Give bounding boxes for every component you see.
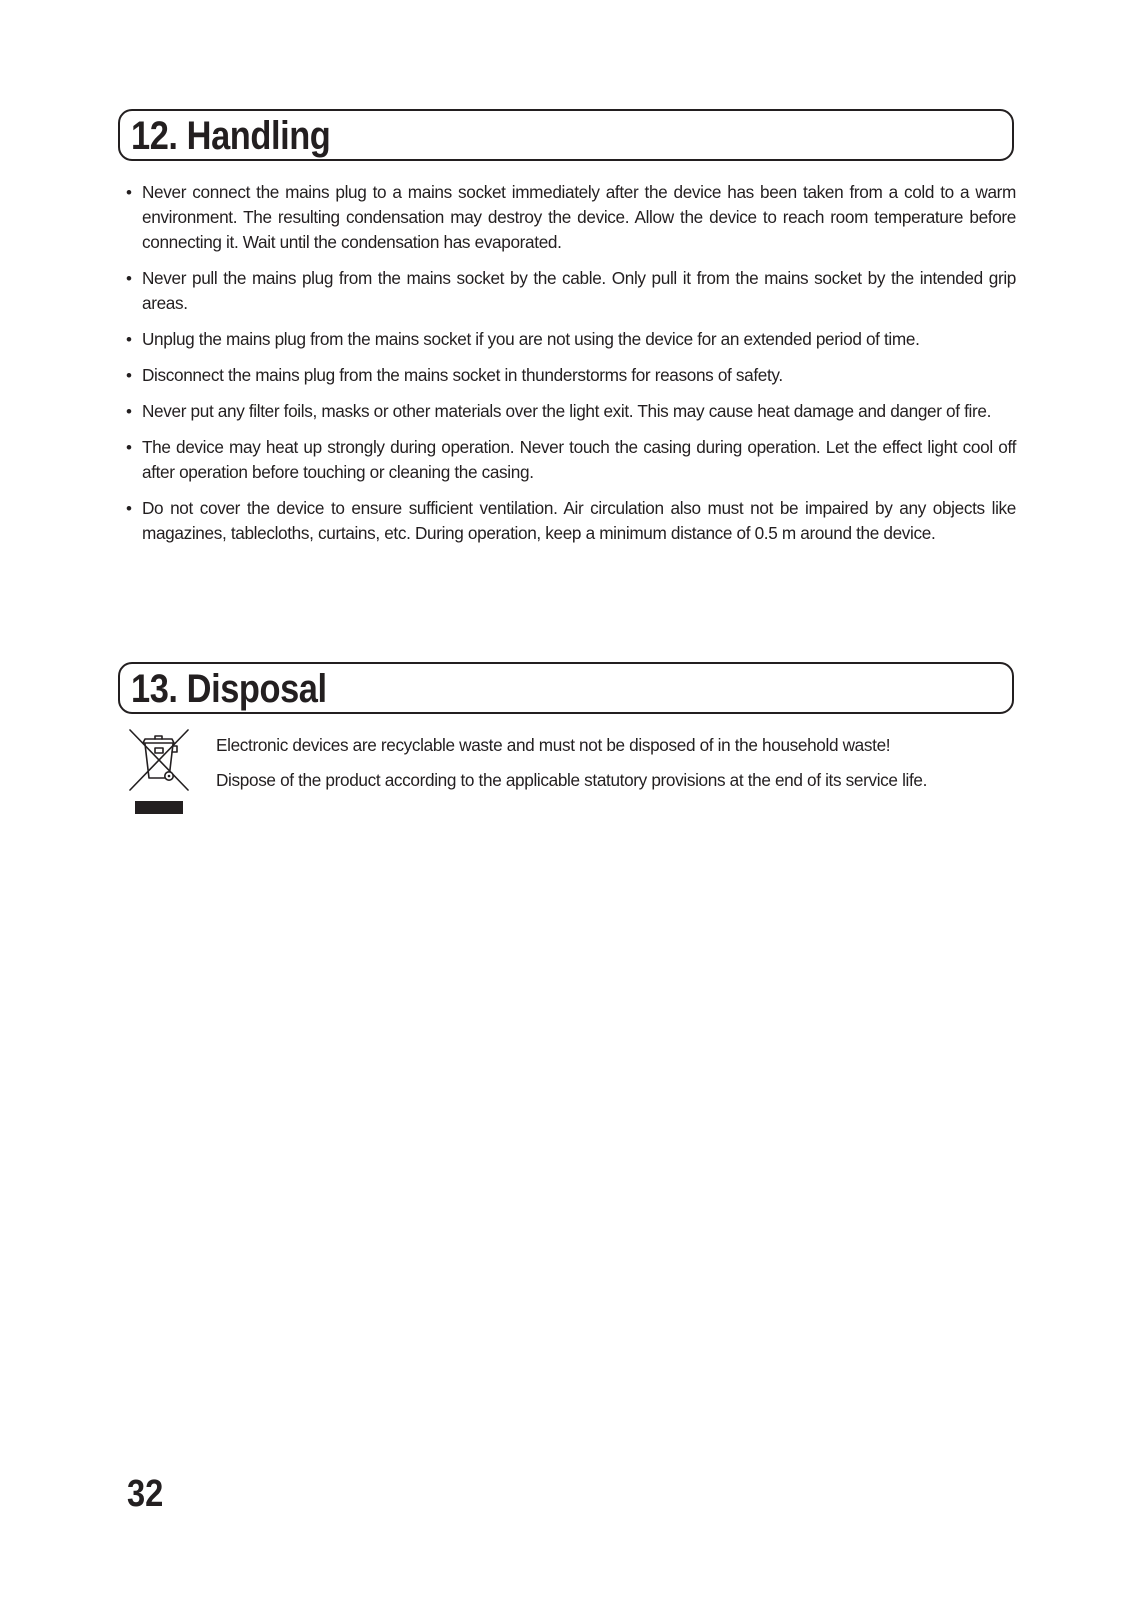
section-title-disposal: 13. Disposal bbox=[131, 667, 327, 711]
list-item bbox=[126, 496, 1016, 546]
list-item bbox=[126, 435, 1016, 485]
disposal-text-line: Dispose of the product according to the applicable statutory provisions at the end of its service life. bbox=[216, 770, 928, 790]
crossed-out-wheelie-bin-icon bbox=[126, 728, 192, 818]
bullet-text: Never put any filter foils, masks or other materials over the light exit. This may cause heat damage and danger of fire. bbox=[142, 401, 991, 421]
list-item bbox=[126, 266, 1016, 316]
bullet-text: Disconnect the mains plug from the mains socket in thunderstorms for reasons of safety. bbox=[142, 365, 783, 385]
section-header-disposal bbox=[118, 662, 1014, 714]
list-item bbox=[126, 399, 1016, 424]
bullet-text: Never connect the mains plug to a mains socket immediately after the device has been taken from a cold to a warm environment. The resulting condensation may destroy the device. Allow the device to reach room temperature before connecting it. Wait until the condensation has evaporated. bbox=[142, 182, 1016, 252]
section-title-handling: 12. Handling bbox=[131, 114, 331, 158]
bullet-icon: • bbox=[126, 402, 132, 421]
bullet-icon: • bbox=[126, 269, 132, 288]
list-item bbox=[126, 363, 1016, 388]
bullet-icon: • bbox=[126, 183, 132, 202]
bullet-icon: • bbox=[126, 499, 132, 518]
list-item bbox=[126, 327, 1016, 352]
bullet-icon: • bbox=[126, 330, 132, 349]
page-number: 32 bbox=[127, 1473, 164, 1515]
bullet-text: Do not cover the device to ensure sufficient ventilation. Air circulation also must not be impaired by any objects like magazines, tablecloths, curtains, etc. During operation, keep a minimum distance of 0.5 m around the device. bbox=[142, 498, 1016, 543]
section-header-handling bbox=[118, 109, 1014, 161]
bullet-text: The device may heat up strongly during operation. Never touch the casing during operation. Let the effect light cool off after operation before touching or cleaning the casing. bbox=[142, 437, 1016, 482]
bullet-text: Unplug the mains plug from the mains socket if you are not using the device for an extended period of time. bbox=[142, 329, 920, 349]
disposal-text-line: Electronic devices are recyclable waste and must not be disposed of in the household waste! bbox=[216, 735, 891, 755]
bullet-text: Never pull the mains plug from the mains socket by the cable. Only pull it from the mains socket by the intended grip areas. bbox=[142, 268, 1016, 313]
list-item bbox=[126, 180, 1016, 255]
bullet-icon: • bbox=[126, 366, 132, 385]
bullet-icon: • bbox=[126, 438, 132, 457]
handling-bullet-list bbox=[126, 180, 1016, 557]
